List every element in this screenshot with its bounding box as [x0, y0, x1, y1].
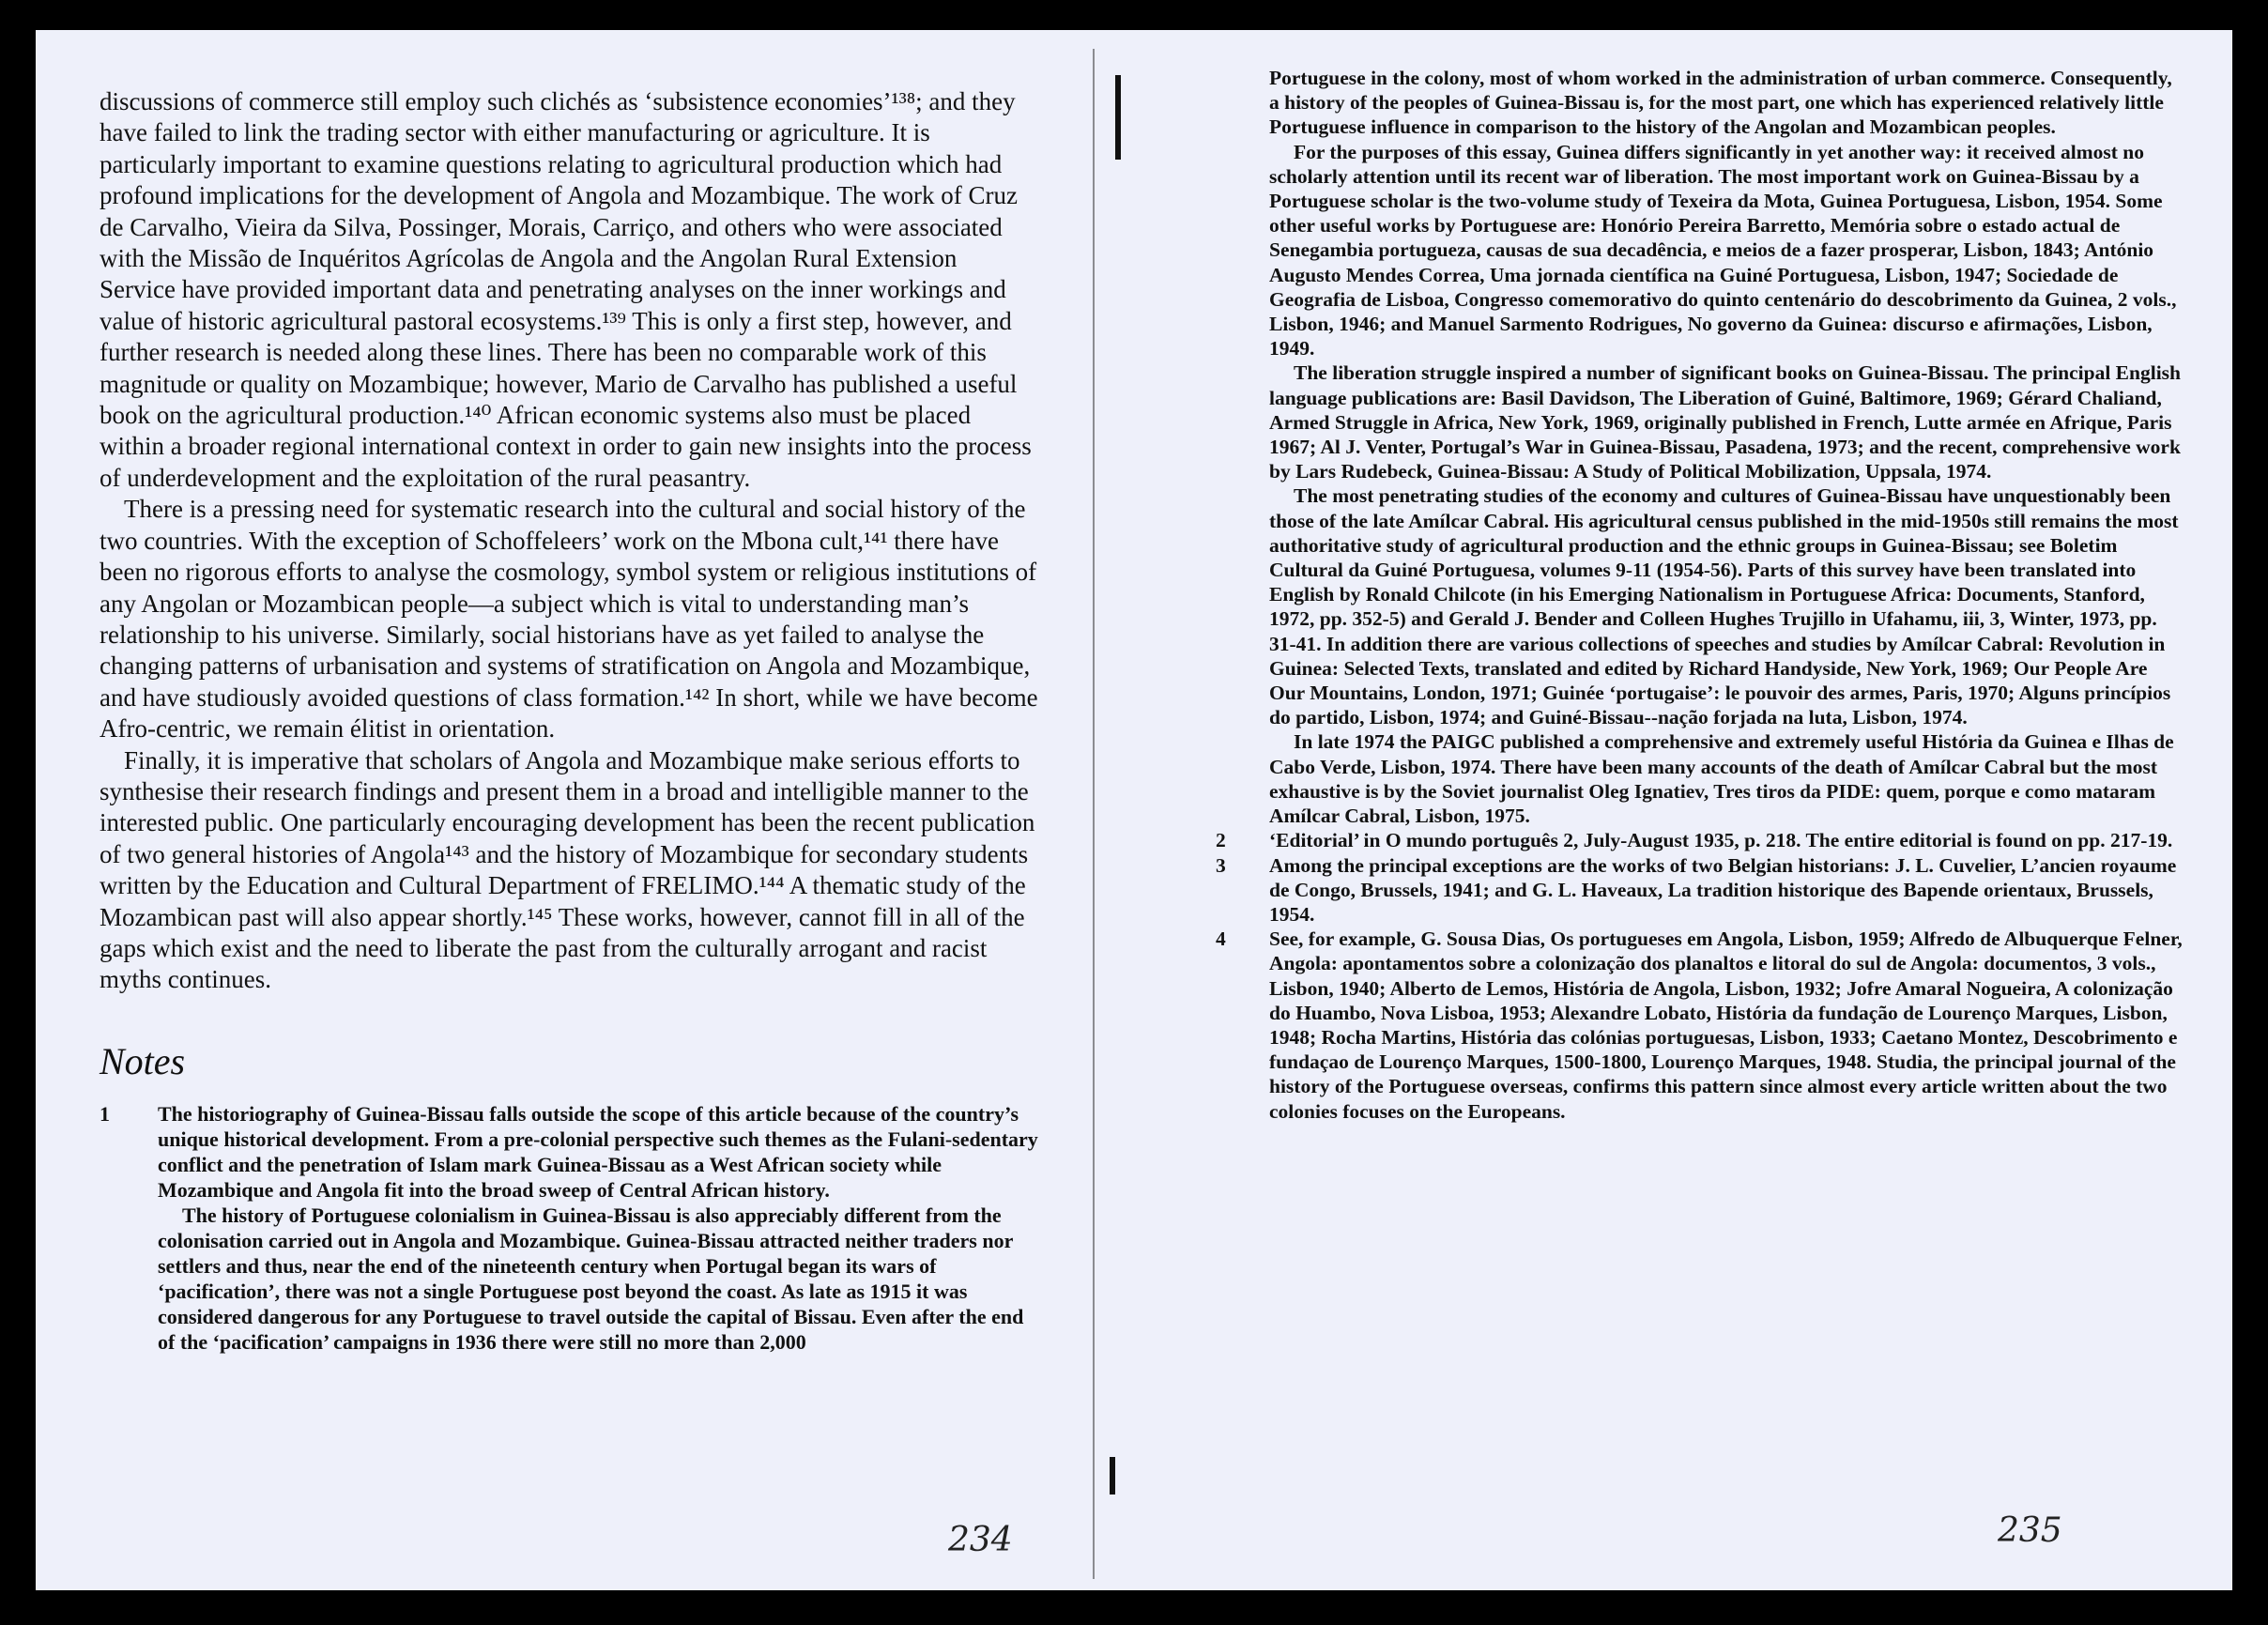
left-page — [100, 86, 1038, 1355]
note-text: ‘Editorial’ in O mundo português 2, July-August 1935, p. 218. The entire editorial is found on pp. 217-19. — [1269, 829, 2173, 852]
note-number: 3 — [1216, 853, 1226, 877]
note-continuation — [1269, 66, 2184, 828]
note-item — [100, 1101, 1038, 1355]
note-paragraph: The most penetrating studies of the economy and cultures of Guinea-Bissau have unquestionably been those of the late Amílcar Cabral. His agricultural census published in the mid-1950s still remains the most authoritative study of agricultural production and the ethnic groups in Guinea-Bissau; see Boletim Cultural da Guiné Portuguesa, volumes 9-11 (1954-56). Parts of this survey have been translated into English by Ronald Chilcote (in his Emerging Nationalism in Portuguese Africa: Documents, Stanford, 1972, pp. 352-5) and Gerald J. Bender and Colleen Hughes Trujillo in Ufahamu, iii, 3, Winter, 1973, pp. 31-41. In addition there are various collections of speeches and studies by Amílcar Cabral: Revolution in Guinea: Selected Texts, translated and edited by Richard Handyside, New York, 1969; Our People Are Our Mountains, London, 1971; Guinée ‘portugaise’: le pouvoir des armes, Paris, 1970; Alguns princípios do partido, Lisbon, 1974; and Guiné-Bissau--nação forjada na luta, Lisbon, 1974. — [1269, 484, 2179, 729]
note-text — [158, 1101, 1038, 1355]
note-item — [1216, 853, 2184, 927]
page-number-left: 234 — [948, 1521, 1013, 1559]
note-text — [1269, 66, 2184, 828]
note-number: 2 — [1216, 829, 1226, 852]
note-paragraph: The historiography of Guinea-Bissau falls outside the scope of this article because of the country’s unique historical development. From a pre-colonial perspective such themes as the Fulani-sedentary conflict and the penetration of Islam mark Guinea-Bissau as a West African society while Mozambique and Angola fit into the broad sweep of Central African history. — [158, 1101, 1038, 1202]
body-paragraph: There is a pressing need for systematic research into the cultural and social history of the two countries. With the exception of Schoffeleers’ work on the Mbona cult,¹⁴¹ there have been no rigorous efforts to analyse the cosmology, symbol system or religious institutions of any Angolan or Mozambican people—a subject which is vital to understanding man’s relationship to his universe. Similarly, social historians have as yet failed to analyse the changing patterns of urbanisation and systems of stratification on Angola and Mozambique, and have studiously avoided questions of class formation.¹⁴² In short, while we have become Afro-centric, we remain élitist in orientation. — [100, 495, 1038, 744]
page-fold-line — [1093, 49, 1095, 1579]
body-paragraph: Finally, it is imperative that scholars of Angola and Mozambique make serious efforts to synthesise their research findings and present them in a broad and intelligible manner to the interested public. One particularly encouraging development has been the recent publication of two general histories of Angola¹⁴³ and the history of Mozambique for secondary students written by the Education and Cultural Department of FRELIMO.¹⁴⁴ A thematic study of the Mozambican past will also appear shortly.¹⁴⁵ These works, however, cannot fill in all of the gaps which exist and the need to liberate the past from the culturally arrogant and racist myths continues. — [100, 745, 1035, 994]
scanned-sheet — [36, 30, 2232, 1590]
note-paragraph: The history of Portuguese colonialism in Guinea-Bissau is also appreciably different from the colonisation carried out in Angola and Mozambique. Guinea-Bissau attracted neither traders nor settlers and thus, near the end of the nineteenth century when Portugal began its wars of ‘pacification’, there was not a single Portuguese post beyond the coast. As late as 1915 it was considered dangerous for any Portuguese to travel outside the capital of Bissau. Even after the end of the ‘pacification’ campaigns in 1936 there were still no more than 2,000 — [158, 1203, 1024, 1354]
page-number-right: 235 — [1998, 1511, 2062, 1550]
note-item — [1216, 927, 2184, 1124]
note-paragraph: Portuguese in the colony, most of whom worked in the administration of urban commerce. Consequently, a history of the peoples of Guinea-Bissau is, for the most part, one which has experienced relatively little Portuguese influence in comparison to the history of the Angolan and Mozambican peoples. — [1269, 67, 2172, 139]
scan-mark — [1115, 75, 1121, 160]
note-number: 1 — [100, 1101, 110, 1126]
note-item — [1216, 828, 2184, 852]
notes-heading: Notes — [100, 1039, 186, 1082]
note-paragraph: The liberation struggle inspired a number of significant books on Guinea-Bissau. The principal English language publications are: Basil Davidson, The Liberation of Guiné, Baltimore, 1969; Gérard Chaliand, Armed Struggle in Africa, New York, 1969, originally published in French, Lutte armée en Afrique, Paris 1967; Al J. Venter, Portugal’s War in Guinea-Bissau, Pasadena, 1973; and the recent, comprehensive work by Lars Rudebeck, Guinea-Bissau: A Study of Political Mobilization, Uppsala, 1974. — [1269, 361, 2182, 483]
body-paragraph: discussions of commerce still employ such clichés as ‘subsistence economies’¹³⁸; and they have failed to link the trading sector with either manufacturing or agriculture. It is particularly important to examine questions relating to agricultural production which had profound implications for the development of Angola and Mozambique. The work of Cruz de Carvalho, Vieira da Silva, Possinger, Morais, Carriço, and others who were associated with the Missão de Inquéritos Agrícolas de Angola and the Angolan Rural Extension Service have provided important data and penetrating analyses on the inner workings and value of historic agricultural pastoral ecosystems.¹³⁹ This is only a first step, however, and further research is needed along these lines. There has been no comparable work of this magnitude or quality on Mozambique; however, Mario de Carvalho has published a useful book on the agricultural production.¹⁴⁰ African economic systems also must be placed within a broader regional international context in order to gain new insights into the process of underdevelopment and the exploitation of the rural peasantry. — [100, 87, 1032, 492]
note-paragraph: In late 1974 the PAIGC published a comprehensive and extremely useful História da Guinea e Ilhas de Cabo Verde, Lisbon, 1974. There have been many accounts of the death of Amílcar Cabral but the most exhaustive is by the Soviet journalist Oleg Ignatiev, Tres tiros da PIDE: quem, porque e como mataram Amílcar Cabral, Lisbon, 1975. — [1269, 730, 2174, 828]
note-text: See, for example, G. Sousa Dias, Os portugueses em Angola, Lisbon, 1959; Alfredo de Albuquerque Felner, Angola: apontamentos sobre a colonização dos planaltos e litoral do sul de Angola: documentos, 3 vols., Lisbon, 1940; Alberto de Lemos, História de Angola, Lisbon, 1932; Jofre Amaral Nogueira, A colonização do Huambo, Nova Lisboa, 1953; Alexandre Lobato, História da fundação de Lourenço Marques, Lisbon, 1948; Rocha Martins, História das colónias portuguesas, Lisbon, 1933; Caetano Montez, Descobrimento e fundaçao de Lourenço Marques, 1500-1800, Lourenço Marques, 1948. Studia, the principal journal of the history of the Portuguese overseas, confirms this pattern since almost every article written about the two colonies focuses on the Europeans. — [1269, 927, 2183, 1123]
right-page — [1216, 66, 2184, 1124]
scan-mark — [1110, 1457, 1115, 1495]
note-text: Among the principal exceptions are the works of two Belgian historians: J. L. Cuvelier, L’ancien royaume de Congo, Brussels, 1941; and G. L. Haveaux, La tradition historique des Bapende orientaux, Brussels, 1954. — [1269, 853, 2177, 926]
note-paragraph: For the purposes of this essay, Guinea differs significantly in yet another way: it received almost no scholarly attention until its recent war of liberation. The most important work on Guinea-Bissau by a Portuguese scholar is the two-volume study of Texeira da Mota, Guinea Portuguesa, Lisbon, 1954. Some other useful works by Portuguese are: Honório Pereira Barretto, Memória sobre o estado actual de Senegambia portugueza, causas de sua decadência, e meios de a fazer prosperar, Lisbon, 1843; António Augusto Mendes Correa, Uma jornada científica na Guiné Portuguesa, Lisbon, 1947; Sociedade de Geografia de Lisboa, Congresso comemorativo do quinto centenário do descobrimento da Guinea, 2 vols., Lisbon, 1946; and Manuel Sarmento Rodrigues, No governo da Guinea: discurso e afirmações, Lisbon, 1949. — [1269, 140, 2177, 360]
note-number: 4 — [1216, 927, 1226, 951]
